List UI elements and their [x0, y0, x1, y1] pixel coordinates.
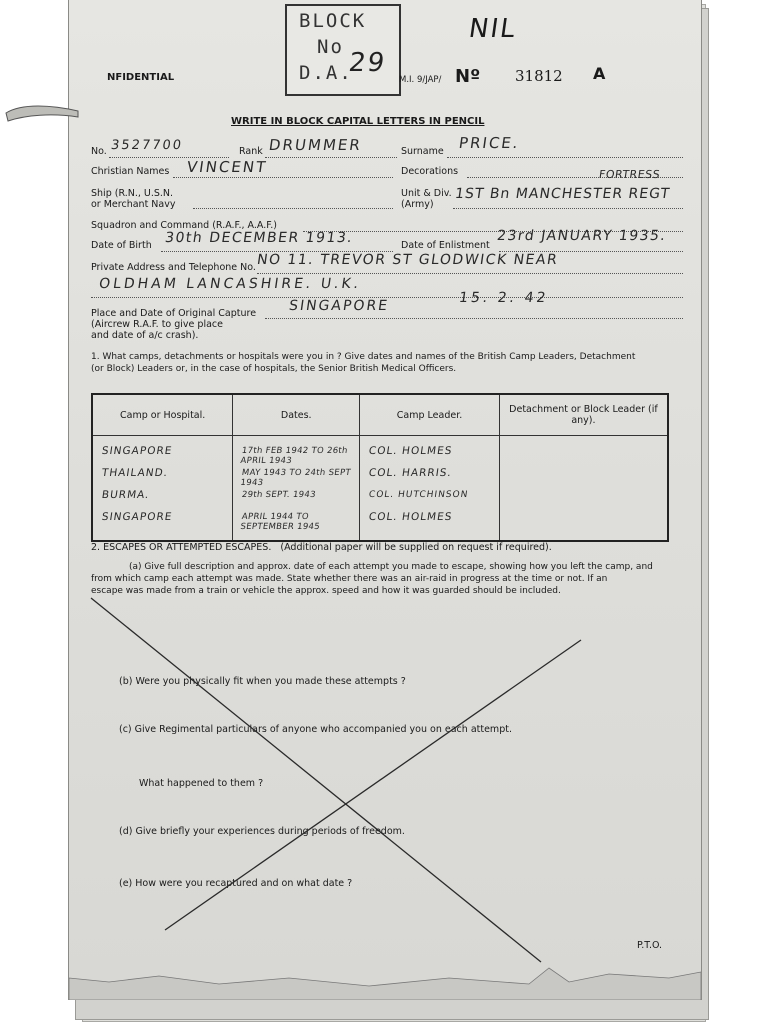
please-turn-over: P.T.O.: [637, 940, 663, 951]
camp-leader-entry: COL. HARRIS.: [368, 467, 453, 479]
question-2c: (c) Give Regimental particulars of anyone who accompanied you on each attempt.: [119, 724, 512, 735]
date-of-birth-label: Date of Birth: [91, 240, 152, 251]
number-symbol: Nº: [455, 66, 481, 87]
unit-label-line2: (Army): [401, 199, 434, 210]
camp-leader-header: Camp Leader.: [360, 394, 500, 436]
question-2a-line2: from which camp each attempt was made. State whether there was an air-raid in progress at the time or not. If an: [91, 574, 608, 584]
question-2a-line1: (a) Give full description and approx. date of each attempt you made to escape, showing how you left the camp, and: [129, 562, 653, 572]
capture-label-line2: (Aircrew R.A.F. to give place: [91, 319, 223, 330]
service-number-label: No.: [91, 146, 107, 157]
confidential-label: NFIDENTIAL: [107, 72, 175, 83]
squadron-label: Squadron and Command (R.A.F., A.A.F.): [91, 220, 277, 231]
enlistment-label: Date of Enlistment: [401, 240, 490, 251]
question-2a-line3: escape was made from a train or vehicle the approx. speed and how it was guarded should be included.: [91, 586, 561, 596]
date-of-birth-value: 30th DECEMBER 1913.: [163, 230, 355, 246]
camp-header: Camp or Hospital.: [92, 394, 233, 436]
decorations-label: Decorations: [401, 166, 459, 177]
mi9-reference: M.I. 9/JAP/: [399, 75, 442, 85]
question-2b: (b) Were you physically fit when you made these attempts ?: [119, 676, 406, 687]
rank-value: DRUMMER: [267, 136, 364, 154]
stamp-line-2: No: [317, 36, 344, 58]
ship-label-line2: or Merchant Navy: [91, 199, 176, 210]
unit-label-line1: Unit & Div.: [401, 188, 452, 199]
form-number: 31812: [515, 67, 563, 85]
stamp-block-number: 29: [346, 48, 389, 78]
camp-entry: BURMA.: [101, 489, 151, 501]
question-1-line1: 1. What camps, detachments or hospitals were you in ? Give dates and names of the British Camp Leaders, Detachment: [91, 352, 636, 362]
block-capitals-instruction: WRITE IN BLOCK CAPITAL LETTERS IN PENCIL: [231, 116, 485, 127]
rank-label: Rank: [239, 146, 263, 157]
date-entry: APRIL 1944 TO SEPTEMBER 1945: [240, 512, 321, 532]
camp-entry: THAILAND.: [101, 467, 169, 479]
camp-entry: SINGAPORE: [101, 511, 174, 523]
torn-edge: [69, 948, 701, 1000]
escapes-note: (Additional paper will be supplied on request if required).: [280, 542, 552, 553]
question-1-line2: (or Block) Leaders or, in the case of hospitals, the Senior British Medical Officers.: [91, 364, 457, 374]
capture-place-value: SINGAPORE: [287, 298, 391, 314]
capture-label-line1: Place and Date of Original Capture: [91, 308, 257, 319]
surname-label: Surname: [401, 146, 444, 157]
camp-entry: SINGAPORE: [101, 445, 174, 457]
dates-header: Dates.: [233, 394, 360, 436]
question-2e: (e) How were you recaptured and on what date ?: [119, 878, 353, 889]
date-entry: 17th FEB 1942 TO 26th APRIL 1943: [240, 446, 349, 466]
date-entry: MAY 1943 TO 24th SEPT 1943: [240, 468, 352, 488]
question-2c-followup: What happened to them ?: [139, 778, 264, 789]
address-value-line2: OLDHAM LANCASHIRE. U.K.: [97, 276, 363, 292]
stamp-line-1: BLOCK: [299, 10, 367, 32]
christian-names-value: VINCENT: [185, 158, 269, 176]
camp-leader-entry: COL. HOLMES: [368, 511, 454, 523]
camp-leader-entry: COL. HOLMES: [368, 445, 454, 457]
date-entry: 29th SEPT. 1943: [241, 490, 317, 500]
detachment-header: Detachment or Block Leader (if any).: [499, 394, 668, 436]
form-page: [68, 0, 702, 1000]
address-label: Private Address and Telephone No.: [91, 262, 256, 273]
address-value-line1: NO 11. TREVOR ST GLODWICK NEAR: [255, 252, 560, 268]
question-2d: (d) Give briefly your experiences during periods of freedom.: [119, 826, 405, 837]
unit-value: 1ST Bn MANCHESTER REGT: [453, 186, 672, 202]
escapes-heading: 2. ESCAPES OR ATTEMPTED ESCAPES.: [91, 542, 272, 553]
nil-annotation: NIL: [466, 14, 519, 44]
capture-label-line3: and date of a/c crash).: [91, 330, 199, 341]
cross-out-mark: [69, 0, 701, 1000]
stamp-line-3: D.A.: [299, 62, 353, 84]
camp-leader-entry: COL. HUTCHINSON: [368, 490, 470, 500]
unit-value-fortress: FORTRESS: [598, 168, 662, 181]
capture-date-value: 15. 2. 42: [457, 290, 550, 306]
form-suffix: A: [593, 64, 606, 83]
christian-names-label: Christian Names: [91, 166, 170, 177]
ship-label-line1: Ship (R.N., U.S.N.: [91, 188, 174, 199]
enlistment-value: 23rd JANUARY 1935.: [495, 228, 668, 244]
service-number-value: 3527700: [109, 138, 184, 153]
staple-clip: [2, 101, 82, 125]
surname-value: PRICE.: [457, 134, 521, 152]
